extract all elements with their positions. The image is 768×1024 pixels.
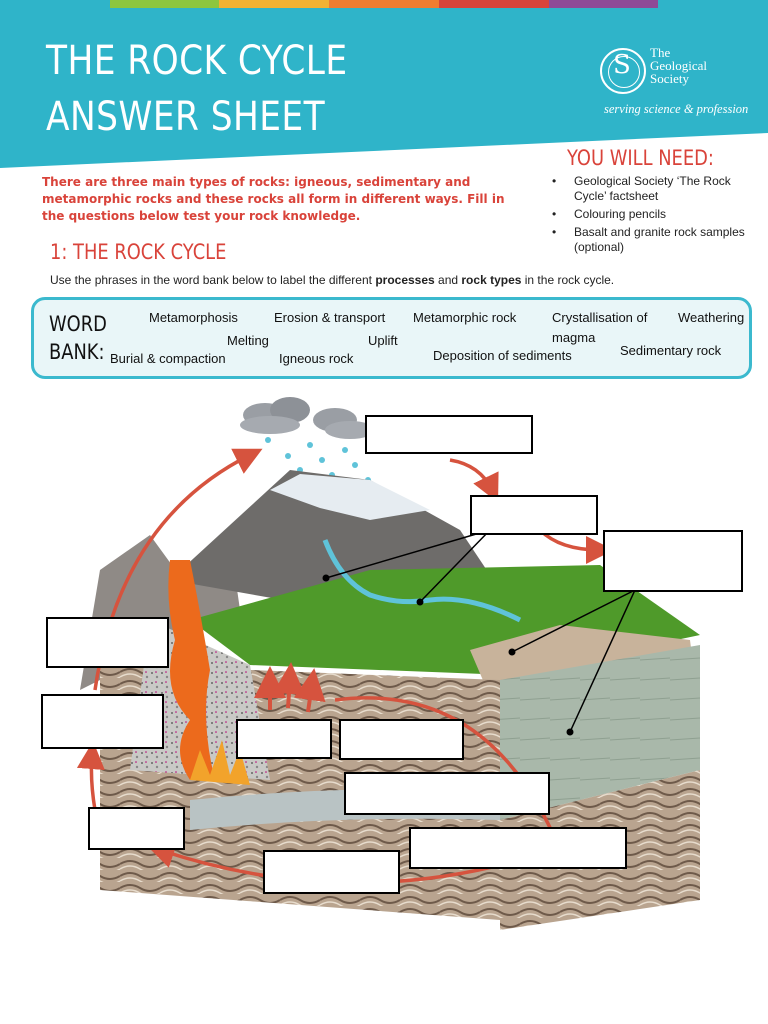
answer-box-burial[interactable]: [344, 772, 550, 815]
cloud-icon: [240, 397, 375, 439]
stripe-segment: [329, 0, 439, 8]
stripe-segment: [219, 0, 329, 8]
you-will-need-title: YOU WILL NEED:: [567, 146, 714, 170]
rock-cycle-illustration: [40, 390, 760, 960]
rock-cycle-diagram: [40, 390, 760, 960]
word-uplift: Uplift: [368, 333, 398, 348]
answer-box-weathering[interactable]: [365, 415, 533, 454]
list-item: • Basalt and granite rock samples (optional): [548, 225, 763, 255]
answer-box-erosion[interactable]: [470, 495, 598, 535]
answer-box-deposition[interactable]: [603, 530, 743, 592]
geological-society-logo: [600, 46, 750, 120]
word-weathering: Weathering: [678, 310, 745, 325]
word-melting: Melting: [227, 333, 269, 348]
answer-box-igneous[interactable]: [46, 617, 169, 668]
logo-monogram: S: [613, 50, 631, 80]
logo-line1: The: [650, 45, 671, 60]
word-igneous-rock: Igneous rock: [279, 351, 354, 366]
page-title-line2: ANSWER SHEET: [46, 94, 326, 140]
stripe-segment: [658, 0, 768, 8]
answer-box-metamorphic[interactable]: [409, 827, 627, 869]
page-title-line1: THE ROCK CYCLE: [46, 38, 348, 84]
answer-box-metamorphosis[interactable]: [263, 850, 400, 894]
instruction-part: in the rock cycle.: [521, 273, 615, 287]
stripe-segment: [0, 0, 110, 8]
word-magma: magma: [552, 330, 596, 345]
word-metamorphosis: Metamorphosis: [149, 310, 238, 325]
you-will-need-list: [548, 174, 763, 258]
word-bank-label-line2: BANK:: [49, 340, 105, 364]
stripe-segment: [439, 0, 549, 8]
instruction-bold: rock types: [461, 273, 522, 287]
word-burial-compaction: Burial & compaction: [110, 351, 226, 366]
instruction-text: [50, 273, 614, 287]
color-stripe: [0, 0, 768, 8]
answer-box-sedimentary[interactable]: [339, 719, 464, 760]
stripe-segment: [549, 0, 659, 8]
stripe-segment: [110, 0, 220, 8]
logo-name: [650, 46, 750, 85]
logo-line3: Society: [650, 71, 689, 86]
instruction-part: and: [434, 273, 462, 287]
word-sedimentary-rock: Sedimentary rock: [620, 343, 722, 358]
word-bank: [31, 297, 752, 379]
header-band: [0, 8, 768, 168]
list-item: • Geological Society ‘The Rock Cycle’ factsheet: [548, 174, 763, 204]
word-erosion-transport: Erosion & transport: [274, 310, 386, 325]
logo-tagline: serving science & profession: [604, 102, 749, 116]
logo-line2: Geological: [650, 58, 708, 73]
word-metamorphic-rock: Metamorphic rock: [413, 310, 517, 325]
answer-box-melting[interactable]: [88, 807, 185, 850]
instruction-bold: processes: [375, 273, 435, 287]
word-deposition: Deposition of sediments: [433, 348, 572, 363]
intro-text: There are three main types of rocks: igneous, sedimentary and metamorphic rocks and these rocks all form in different ways. Fill in the questions below test your rock knowledge.: [42, 175, 505, 223]
word-bank-label-line1: WORD: [49, 312, 107, 336]
section-title: 1: THE ROCK CYCLE: [50, 240, 227, 264]
answer-box-crystallisation[interactable]: [41, 694, 164, 749]
instruction-part: Use the phrases in the word bank below to label the different: [50, 273, 376, 287]
list-item: • Colouring pencils: [548, 207, 763, 222]
word-crystallisation: Crystallisation of: [552, 310, 648, 325]
answer-box-uplift[interactable]: [236, 719, 332, 759]
